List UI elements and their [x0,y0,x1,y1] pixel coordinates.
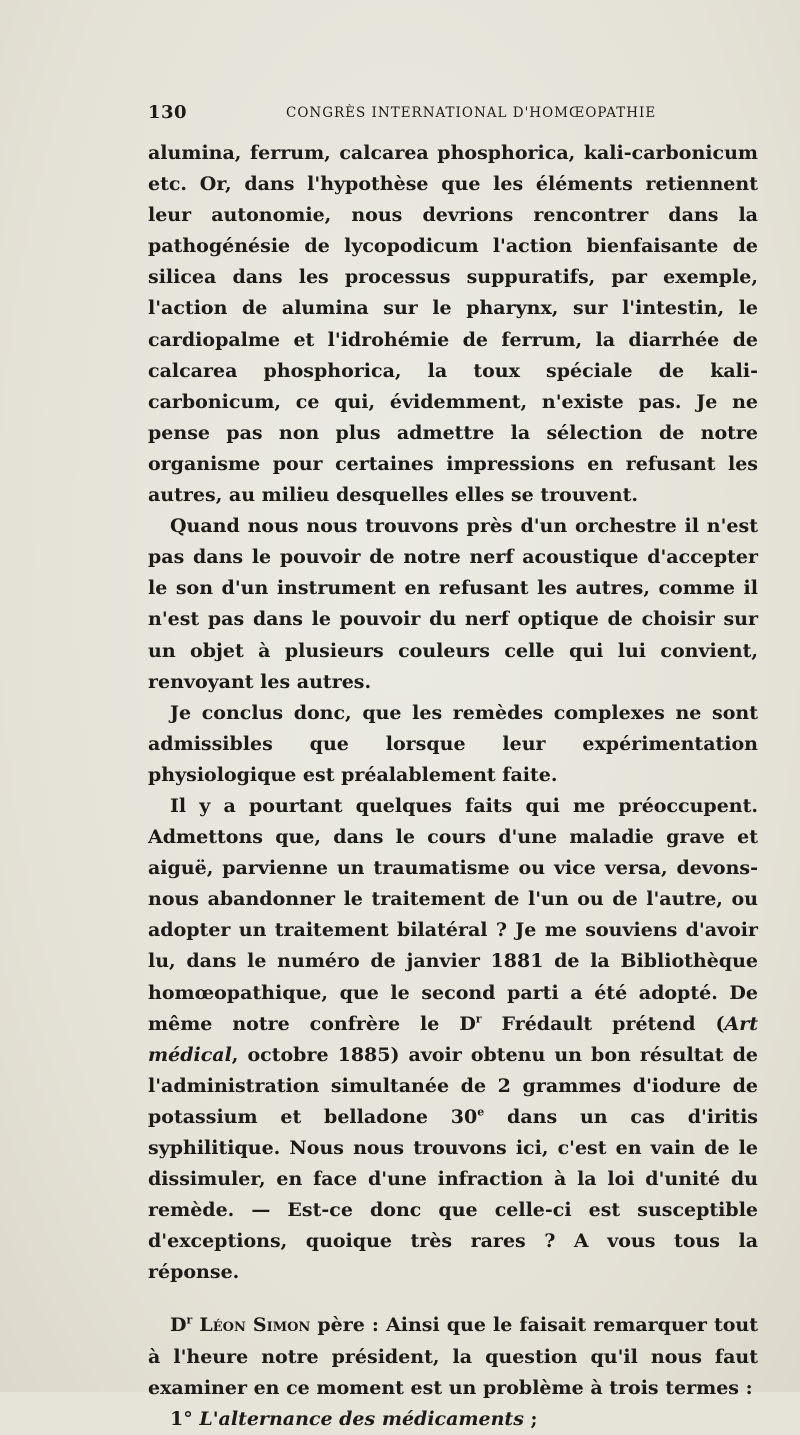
dilution-superscript: e [477,1105,485,1119]
running-head: CONGRÈS INTERNATIONAL D'HOMŒOPATHIE [286,105,657,121]
speaker-title: D [170,1314,187,1337]
paragraph-1: alumina, ferrum, calcarea phosphorica, kali-carbonicum etc. Or, dans l'hypothèse que les éléments retiennent leur autonomie, nous devrions rencontrer dans la pathogénésie de lycopodicum l'action bienfaisante de silicea dans les processus suppuratifs, par exemple, l'action de alumina sur le pharynx, sur l'intestin, le cardiopalme et l'idrohémie de ferrum, la diarrhée de calcarea phosphorica, la toux spéciale de kali-carbonicum, ce qui, évidemment, n'existe pas. Je ne pense pas non plus admettre la sélection de notre organisme pour certaines impressions en refusant les autres, au milieu desquelles elles se trouvent. [148,142,758,507]
list-item-1 [148,1404,758,1435]
speaker-name: Léon Simon [199,1314,311,1337]
paragraph-4-end: dans un cas d'iritis syphilitique. Nous nous trouvons ici, c'est en vain de le dissimuler, en face d'une infraction à la loi d'unité du remède. — Est-ce donc que celle-ci est susceptible d'exceptions, quoique très rares ? A vous tous la réponse. [148,1105,758,1284]
paragraph-4-name: Frédault prétend ( [481,1012,725,1035]
paragraph-4-start: Il y a pourtant quelques faits qui me préoccupent. Admettons que, dans le cours d'une maladie grave et aiguë, parvienne un traumatisme ou vice versa, devons-nous abandonner le traitement de l'un ou de l'autre, ou adopter un traitement bilatéral ? Je me souviens d'avoir lu, dans le numéro de janvier 1881 de la Bibliothèque homœopathique, que le second parti a été adopté. De même notre confrère le D [148,794,758,1035]
speech-text: père : Ainsi que le faisait remarquer tout à l'heure notre président, la question qu'il nous faut examiner en ce moment est un problème à trois termes : [148,1314,758,1399]
paragraph-2: Quand nous nous trouvons près d'un orchestre il n'est pas dans le pouvoir de notre nerf acoustique d'accepter le son d'un instrument en refusant les autres, comme il n'est pas dans le pouvoir du nerf optique de choisir sur un objet à plusieurs couleurs celle qui lui convient, renvoyant les autres. [148,515,758,693]
paragraph-4-middle: , octobre 1885) avoir obtenu un bon résultat de l'administration simultanée de 2 grammes d'iodure de potassium et belladone 30 [148,1043,758,1128]
dr-superscript: r [475,1012,482,1026]
page-body [148,138,758,1435]
page-header [148,102,758,132]
list-number: 1° [170,1407,193,1430]
paragraph-3: Je conclus donc, que les remèdes complexes ne sont admissibles que lorsque leur expérimentation physiologique est préalablement faite. [148,701,758,786]
list-item-text: L'alternance des médicaments [199,1407,524,1430]
journal-title: Art médical [148,1012,758,1066]
speaker-title-superscript: r [186,1314,193,1328]
paragraph-4 [148,791,758,1289]
speech-paragraph [148,1310,758,1403]
list-item-punct: ; [523,1407,538,1430]
page-number: 130 [148,102,188,123]
